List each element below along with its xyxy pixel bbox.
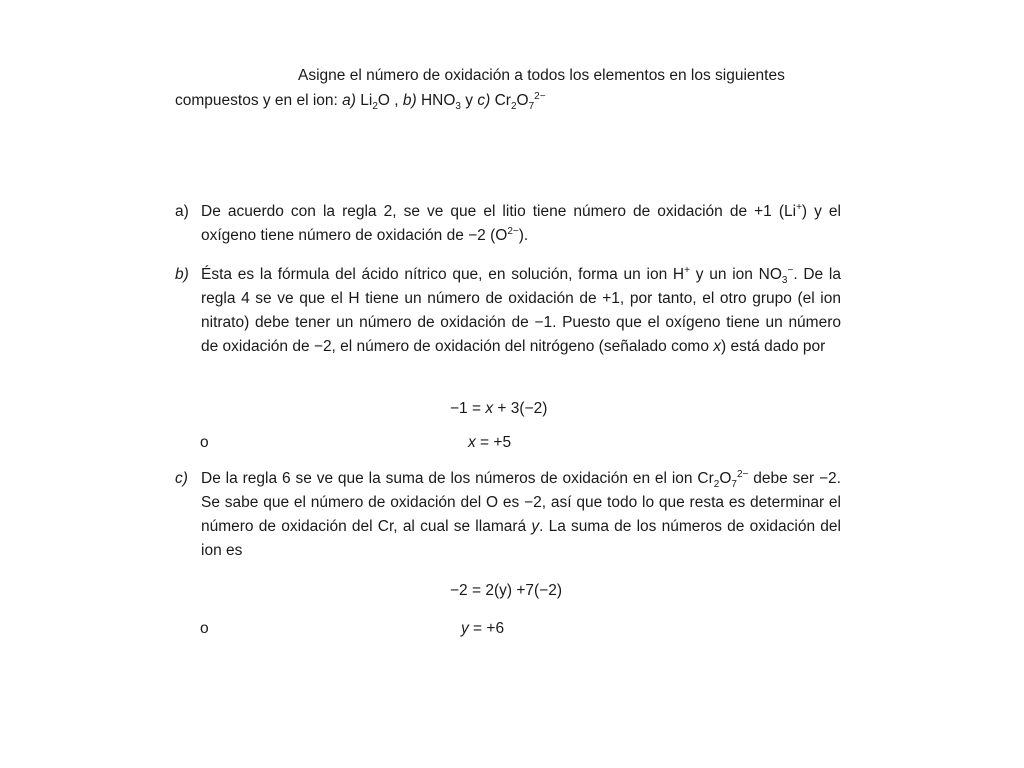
solution-a-label: a) (175, 203, 189, 220)
equation-1-rhs: + 3(−2) (493, 400, 548, 417)
equation-3: −2 = 2(y) +7(−2) (450, 582, 563, 599)
solution-c-part-3: debe ser −2. Se sabe que el número de oxidación del O es −2, así que todo lo que resta es determinar el número de oxidación del Cr, al cual se llamará (201, 470, 841, 535)
solution-a-sup-2: 2− (507, 225, 519, 237)
solution-b-label: b) (175, 266, 189, 283)
solution-b-part-4: ) está dado por (721, 338, 826, 355)
solution-a-part-1: De acuerdo con la regla 2, se ve que el litio tiene número de oxidación de +1 (Li (201, 203, 797, 220)
problem-line-2 (175, 91, 546, 111)
equation-4-variable: y (461, 620, 469, 637)
solution-a-text (201, 200, 841, 248)
compound-a-subscript: 2 (372, 101, 378, 113)
solution-c-part-1: De la regla 6 se ve que la suma de los números de oxidación en el ion Cr (201, 470, 714, 487)
or-connector-1: o (200, 434, 209, 451)
compound-c-charge: 2− (534, 90, 546, 102)
compound-a-tail: O , (377, 92, 403, 109)
solution-c-variable: y (531, 518, 540, 535)
compound-b-subscript: 3 (455, 101, 461, 113)
solution-b-text (201, 263, 841, 359)
compound-c-mid: O (516, 92, 529, 109)
equation-4-rhs: = +6 (468, 620, 505, 637)
solution-b-sub-1: 3 (781, 275, 788, 287)
solution-a-part-3: ). (518, 227, 529, 244)
solution-b-sup-1: + (684, 264, 690, 276)
solution-c-part-2: O (719, 470, 732, 487)
solution-c-sub-1: 2 (713, 479, 720, 491)
equation-2 (468, 432, 511, 454)
problem-text-lead: compuestos y en el ion: (175, 92, 343, 109)
equation-1 (450, 398, 547, 420)
solution-c-sup-1: 2− (736, 468, 749, 480)
solution-b-variable: x (713, 338, 722, 355)
compound-c-subscript-2: 7 (528, 101, 535, 113)
compound-a: Li (355, 92, 373, 109)
solution-c-sub-2: 7 (731, 479, 737, 491)
solution-b-part-3: . De la regla 4 se ve que el H tiene un número de oxidación de +1, por tanto, el otro grupo (el ion nitrato) debe tener un número de oxidación de −1. Puesto que el oxígeno tiene un número de oxidación de −2, el número de oxidación del nitrógeno (señalado como (201, 266, 841, 355)
compound-c-subscript-1: 2 (510, 101, 517, 113)
solution-c-part-4: . La suma de los números de oxidación del ion es (201, 518, 841, 559)
solution-b-sup-2: − (787, 264, 794, 276)
solution-a-sup-1: + (796, 201, 802, 213)
problem-line-1 (298, 66, 838, 86)
solution-a-part-2: ) y el oxígeno tiene número de oxidación de −2 (O (201, 203, 841, 244)
equation-2-variable: x (468, 434, 476, 451)
equation-1-variable: x (485, 400, 494, 417)
problem-label-c: c) (477, 92, 491, 109)
problem-text: Asigne el número de oxidación a todos los elementos en los siguientes (298, 67, 785, 84)
compound-c: Cr (490, 92, 511, 109)
equation-4 (461, 618, 504, 640)
problem-label-b: b) (402, 92, 417, 109)
conjunction: y (460, 92, 478, 109)
solution-b-part-1: Ésta es la fórmula del ácido nítrico que, en solución, forma un ion H (201, 266, 685, 283)
problem-label-a: a) (342, 92, 356, 109)
solution-b-part-2: y un ion NO (689, 266, 782, 283)
solution-c-label: c) (175, 470, 188, 487)
or-connector-2: o (200, 620, 209, 637)
solution-c-text (201, 467, 841, 563)
compound-b: HNO (416, 92, 456, 109)
equation-2-rhs: = +5 (475, 434, 512, 451)
equation-1-lhs: −1 = (450, 400, 486, 417)
